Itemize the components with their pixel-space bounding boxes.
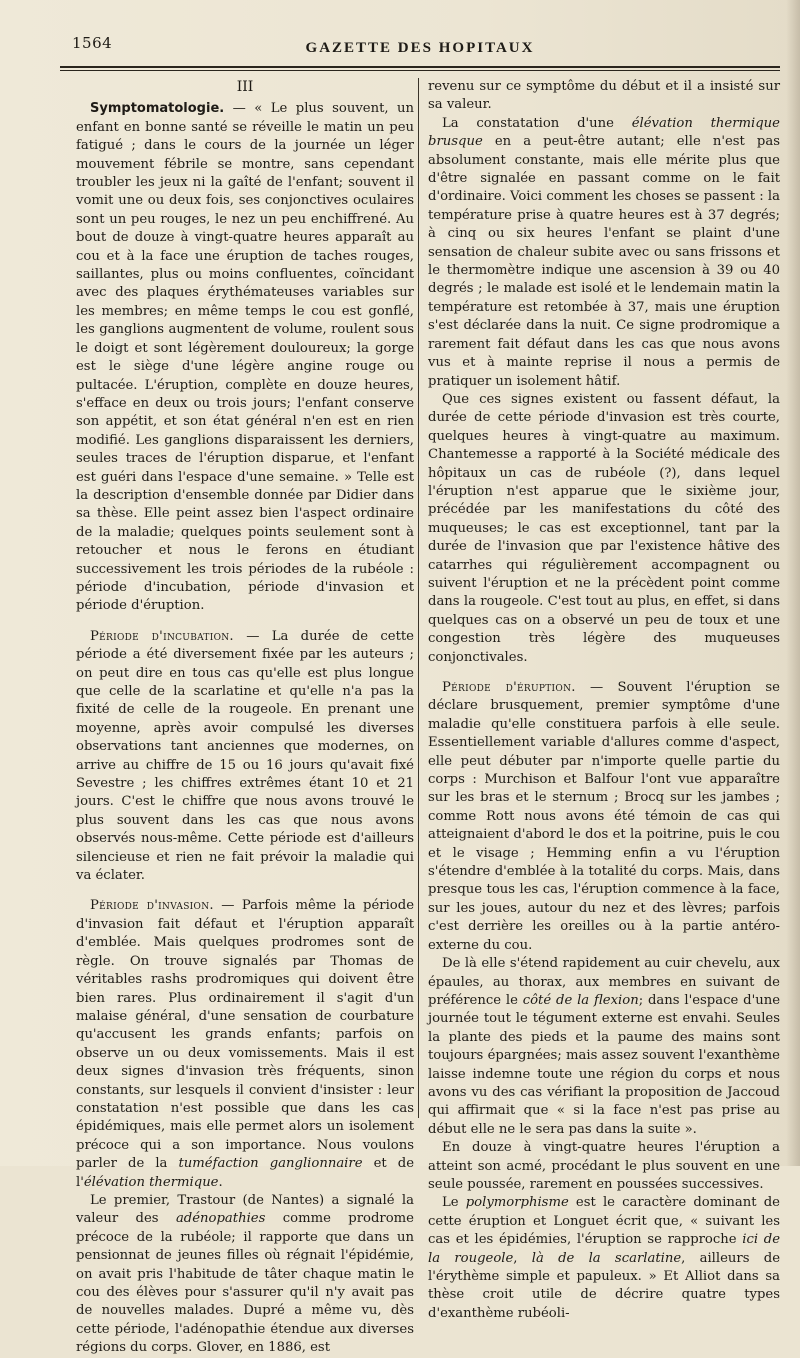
paragraph-text: Que ces signes existent ou fassent défaut, la durée de cette période d'invasion est très courte, quelques heures à vingt-quatre au maximum. Chantemesse a rapporté à la Société médicale des hôpitaux un cas de rubéole (?), dans lequel l'éruption n'est apparue que le sixième jour, précédée par les manifestations du côté des muqueuses; le cas est exceptionnel, tant par la durée de l'invasion que par l'existence hâtive des catarrhes qui régulièrement accompagnent ou suivent l'éruption et ne la précèdent point comme dans la rougeole. C'est tout au plus, en effet, si dans quelques cas on a observé un peu de toux et une congestion très légère des muqueuses conjonctivales. [428,391,780,665]
paragraph-text: est le caractère dominant de cette éruption et Longuet écrit que, « suivant les cas et les épidémies, l'éruption se rapproche [428,1195,780,1248]
paragraph-invasion [76,897,414,1192]
paragraph-continued [428,78,780,115]
italic-term: polymorphisme [465,1195,569,1211]
paragraph-text: — La durée de cette période a été diversement fixée par les auteurs ; on peut dire en tous cas qu'elle est plus longue que celle de la scarlatine et qu'elle n'a pas la fixité de celle de la rougeole. En prenant une moyenne, après avoir compulsé les diverses observations tant anciennes que modernes, on arrive au chiffre de 15 ou 16 jours qu'avait fixé Sevestre ; les chiffres extrêmes étant 10 et 21 jours. C'est le chiffre que nous avons trouvé le plus souvent dans les cas que nous avons observés nous-même. Cette période est d'ailleurs silencieuse et rien ne fait prévoir la maladie qui va éclater. [76,628,414,884]
italic-term: élévation thermique brusque [428,115,780,150]
italic-term: élévation thermique [83,1174,219,1190]
column-divider [418,78,419,1118]
italic-term: côté de la flexion [522,992,639,1008]
paragraph-eruption [428,679,780,955]
run-in-heading-eruption: Période d'éruption. [442,680,576,695]
paragraph-text: De là elle s'étend rapidement au cuir chevelu, aux épaules, au thorax, aux membres en suivant de préférence le [428,956,780,1008]
page-edge-shadow [786,0,800,1166]
paragraph-duree-invasion [428,391,780,667]
paragraph-elevation-thermique [428,115,780,391]
paragraph-adenopathies [76,1192,414,1358]
header-rule-thick [60,66,780,68]
italic-term: ici de la rougeole [428,1232,780,1266]
paragraph-polymorphisme [428,1194,780,1323]
paragraph-text: — Souvent l'éruption se déclare brusquement, premier symptôme d'une maladie qu'elle constituera parfois à elle seule. Essentiellement variable d'allures comme d'aspect, elle peut débuter par n'importe quelle partie du corps : Murchison et Balfour l'ont vue apparaître sur les bras et le sternum ; Brocq sur les jambes ; comme Rott nous avons été témoin de cas qui atteignaient d'abord le dos et la poitrine, puis le cou et le visage ; Hemming enfin a vu l'éruption s'étendre d'emblée à la totalité du corps. Mais, dans presque tous les cas, l'éruption commence à la face, sur les joues, autour du nez et des lèvres; parfois c'est derrière les oreilles ou à la partie antéro-externe du cou. [428,680,780,953]
paragraph-text: — Parfois même la période d'invasion fait défaut et l'éruption apparaît d'emblée. Mais quelques prodromes sont de règle. On trouve signalés par Thomas de véritables rashs prodromiques qui doivent être bien rares. Plus ordinairement il s'agit d'un malaise général, d'une sensation de courbature qu'accusent les grands enfants; parfois on observe un ou deux vomissements. Mais il est deux signes d'invasion très fréquents, sinon constants, sur lesquels il convient d'insister : leur constatation n'est possible que dans les cas épidémiques, mais elle permet alors un isolement précoce qui a son importance. Nous voulons parler de la [76,898,414,1172]
paragraph-text: revenu sur ce symptôme du début et il a insisté sur sa valeur. [428,79,780,113]
paragraph-text: La constatation d'une [442,115,632,131]
paragraph-text: , [513,1250,532,1266]
paragraph-text: comme prodrome précoce de la rubéole; il rapporte que dans un pensionnat de jeunes filles où régnait l'épidémie, on avait pris l'habitude de tâter chaque matin le cou des élèves pour s'assurer qu'il n'y avait pas de nouvelles malades. Dupré a même vu, dès cette période, l'adénopathie étendue aux diverses régions du corps. Glover, en 1886, est [76,1211,414,1356]
run-in-heading-invasion: Période d'invasion. [90,898,214,914]
italic-term: adénopathies [175,1211,266,1227]
paragraph-acme [428,1139,780,1194]
run-in-heading-incubation: Période d'incubation. [90,628,234,644]
section-numeral: III [236,79,254,95]
header-rule-thin [60,70,780,71]
paragraph-text: , ailleurs de l'érythème simple et papuleux. » Et Alliot dans sa thèse croit utile de décrire quatre types d'exanthème rubéoli- [428,1250,780,1321]
paragraph-extension [428,955,780,1139]
run-in-heading-symptomatologie: Symptomatologie. [90,101,225,117]
paragraph-text: en a peut-être autant; elle n'est pas absolument constante, mais elle mérite plus que d'être signalée en passant comme on le fait d'ordinaire. Voici comment les choses se passent : la température prise à quatre heures est à 37 degrés; à cinq ou six heures l'enfant se plaint d'une sensation de chaleur subite avec ou sans frissons et le thermomètre indique une ascension à 39 ou 40 degrés ; le malade est isolé et le lendemain matin la température est retombée à 37, mais une éruption s'est déclarée dans la nuit. Ce signe prodromique a rarement fait défaut dans les cas que nous avons vus et à mainte reprise il nous a permis de pratiquer un isolement hâtif. [428,134,780,389]
page-header [60,34,780,64]
right-column [428,78,780,1323]
paragraph-text: et de l' [76,1156,414,1190]
italic-term: tuméfaction ganglionnaire [178,1156,363,1172]
paragraph-text: Le [442,1195,466,1211]
page-number: 1564 [72,34,113,52]
paragraph-incubation [76,628,414,886]
paragraph-text: En douze à vingt-quatre heures l'éruption a atteint son acmé, procédant le plus souvent en une seule poussée, rarement en poussées successives. [428,1140,780,1192]
italic-term: là de la scarlatine [531,1250,682,1266]
paragraph-symptomatologie [76,100,414,615]
paragraph-text: ; dans l'espace d'une journée tout le tégument externe est envahi. Seules la plante des pieds et la paume des mains sont toujours épargnées; mais assez souvent l'exanthème laisse indemne toute une région du corps et nous avons vu des cas vérifiant la proposition de Jaccoud qui affirmait que « si la face n'est pas prise au début elle ne le sera pas dans la suite ». [428,992,780,1137]
paragraph-text: . [218,1174,223,1190]
paragraph-text: — « Le plus souvent, un enfant en bonne santé se réveille le matin un peu fatigué ; dans le cours de la journée un léger mouvement fébrile se montre, sans cependant troubler les jeux ni la gaîté de l'enfant; souvent il vomit une ou deux fois, ses conjonctives oculaires sont un peu rouges, le nez un peu enchiffrené. Au bout de douze à vingt-quatre heures apparaît au cou et à la face une éruption de taches rouges, saillantes, plus ou moins confluentes, coïncidant avec des plaques érythémateuses variables sur les membres; en même temps le cou est gonflé, les ganglions augmentent de volume, roulent sous le doigt et sont légèrement douloureux; la gorge est le siège d'une légère angine rouge ou pultacée. L'éruption, complète en douze heures, s'efface en deux ou trois jours; l'enfant conserve son appétit, et son état général n'en est en rien modifié. Les ganglions disparaissent les derniers, seules traces de l'éruption disparue, et l'enfant est guéri dans l'espace d'une semaine. » Telle est la description d'ensemble donnée par Didier dans sa thèse. Elle peint assez bien l'aspect ordinaire de la maladie; quelques points seulement sont à retoucher et nous le ferons en étudiant successivement les trois périodes de la rubéole : période d'incubation, période d'invasion et période d'éruption. [76,101,414,614]
journal-title: GAZETTE DES HOPITAUX [305,40,535,56]
paragraph-text: Le premier, Trastour (de Nantes) a signalé la valeur des [76,1192,414,1227]
